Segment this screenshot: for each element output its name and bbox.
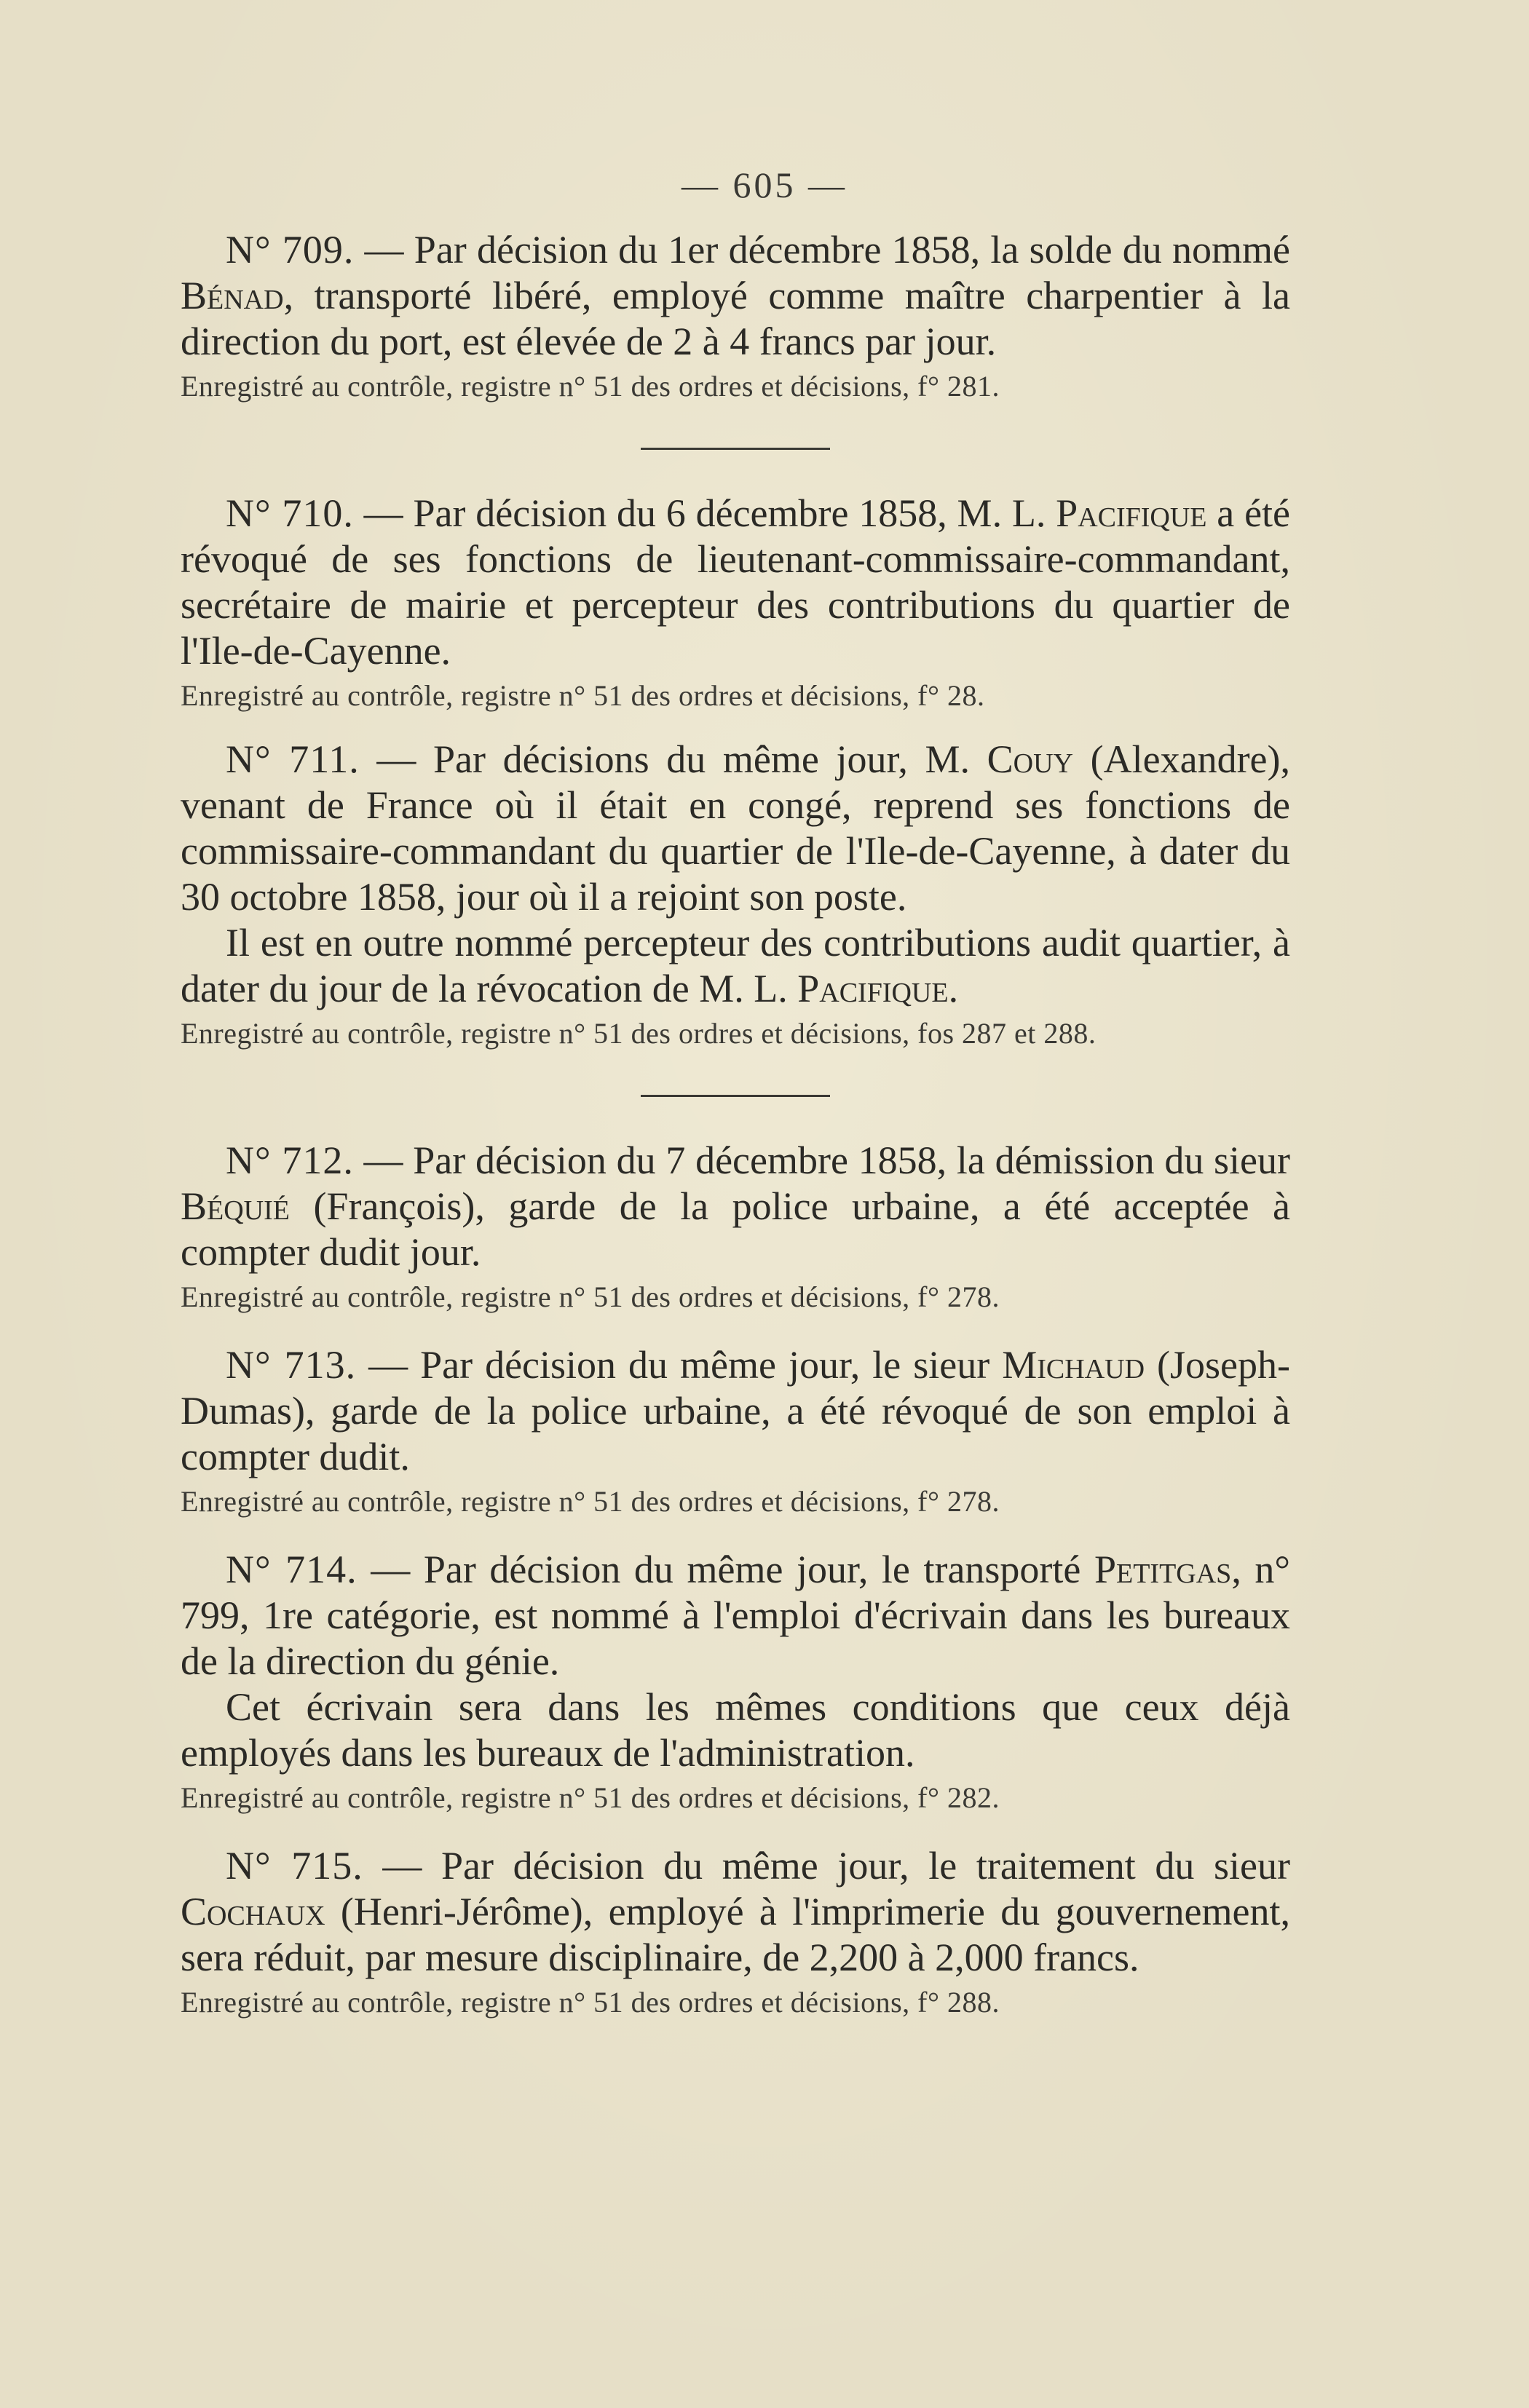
entry-text bbox=[181, 1843, 1290, 1981]
entry-text-part: — Par décision du même jour, le traitement du sieur bbox=[363, 1844, 1290, 1888]
entry-number: N° 714. bbox=[226, 1548, 357, 1591]
person-name: Couy bbox=[987, 737, 1073, 781]
entry-number: N° 710. bbox=[226, 491, 354, 535]
entry-continuation bbox=[181, 1684, 1290, 1776]
register-note: Enregistré au contrôle, registre n° 51 des ordres et décisions, f° 281. bbox=[181, 370, 1000, 403]
entry-text-part: . bbox=[948, 967, 959, 1010]
entry-text bbox=[181, 1547, 1290, 1684]
entry-number: N° 711. bbox=[226, 737, 360, 781]
entry-text-part: Il est en outre nommé percepteur des contributions audit quartier, à dater du jour de la révocation de M. L. bbox=[181, 921, 1290, 1010]
person-name: Béquié bbox=[181, 1184, 290, 1228]
entry-text-part: (Henri-Jérôme), employé à l'imprimerie du gouvernement, sera réduit, par mesure disciplinaire, de 2,200 à 2,000 francs. bbox=[181, 1890, 1290, 1979]
entry-text bbox=[181, 737, 1290, 920]
entry-text-part: (François), garde de la police urbaine, a été acceptée à compter dudit jour. bbox=[181, 1184, 1290, 1274]
entry-text-part: Cet écrivain sera dans les mêmes conditions que ceux déjà employés dans les bureaux de l'administration. bbox=[181, 1685, 1290, 1775]
entry-text-part: — Par décision du même jour, le sieur bbox=[356, 1343, 1003, 1387]
entry-number: N° 713. bbox=[226, 1343, 357, 1387]
entry-continuation bbox=[181, 920, 1290, 1012]
decisions-list bbox=[181, 227, 1290, 2021]
entry-text-part: — Par décision du 7 décembre 1858, la démission du sieur bbox=[353, 1138, 1291, 1182]
entry-number: N° 709. bbox=[226, 228, 355, 272]
person-name: Cochaux bbox=[181, 1890, 325, 1933]
entry-text bbox=[181, 1342, 1290, 1480]
person-name: Bénad bbox=[181, 274, 284, 317]
entry-text bbox=[181, 227, 1290, 365]
entry-text-part: — Par décision du même jour, le transporté bbox=[357, 1548, 1094, 1591]
person-name: Pacifique bbox=[1056, 491, 1207, 535]
person-name: Pacifique bbox=[797, 967, 949, 1010]
person-name: Petitgas bbox=[1094, 1548, 1232, 1591]
register-note: Enregistré au contrôle, registre n° 51 des ordres et décisions, f° 282. bbox=[181, 1781, 1000, 1814]
entry-715 bbox=[181, 1843, 1290, 2021]
entry-number: N° 715. bbox=[226, 1844, 363, 1888]
entry-text bbox=[181, 491, 1290, 674]
register-note: Enregistré au contrôle, registre n° 51 des ordres et décisions, f° 278. bbox=[181, 1280, 1000, 1313]
entry-text-part: , transporté libéré, employé comme maître charpentier à la direction du port, est élevée de 2 à 4 francs par jour. bbox=[181, 274, 1290, 363]
entry-text-part: — Par décision du 6 décembre 1858, M. L. bbox=[353, 491, 1056, 535]
entry-713 bbox=[181, 1342, 1290, 1521]
entry-710 bbox=[181, 491, 1290, 715]
entry-text-part: (Alexandre), venant de France où il était en congé, reprend ses fonctions de commissaire-commandant du quartier de l'Ile-de-Cayenne, à dater du 30 octobre 1858, jour où il a rejoint son poste. bbox=[181, 737, 1290, 919]
page-number: — 605 — bbox=[681, 165, 848, 205]
register-note: Enregistré au contrôle, registre n° 51 des ordres et décisions, f° 278. bbox=[181, 1485, 1000, 1518]
section-divider bbox=[641, 1095, 830, 1097]
entry-text-part: (Joseph-Dumas), garde de la police urbaine, a été révoqué de son emploi à compter dudit. bbox=[181, 1343, 1290, 1478]
entry-text-part: , n° 799, 1re catégorie, est nommé à l'emploi d'écrivain dans les bureaux de la direction du génie. bbox=[181, 1548, 1290, 1683]
register-note: Enregistré au contrôle, registre n° 51 des ordres et décisions, f° 28. bbox=[181, 679, 985, 712]
entry-text-part: a été révoqué de ses fonctions de lieutenant-commissaire-commandant, secrétaire de mairie et percepteur des contributions du quartier de l'Ile-de-Cayenne. bbox=[181, 491, 1291, 673]
entry-712 bbox=[181, 1138, 1290, 1316]
entry-709 bbox=[181, 227, 1290, 405]
entry-711 bbox=[181, 737, 1290, 1053]
entry-text bbox=[181, 1138, 1290, 1275]
entry-text-part: — Par décisions du même jour, M. bbox=[359, 737, 987, 781]
entry-714 bbox=[181, 1547, 1290, 1817]
person-name: Michaud bbox=[1002, 1343, 1145, 1387]
entry-number: N° 712. bbox=[226, 1138, 354, 1182]
register-note: Enregistré au contrôle, registre n° 51 des ordres et décisions, f° 288. bbox=[181, 1986, 1000, 2019]
register-note: Enregistré au contrôle, registre n° 51 des ordres et décisions, fos 287 et 288. bbox=[181, 1017, 1097, 1050]
section-divider bbox=[641, 448, 830, 450]
entry-text-part: — Par décision du 1er décembre 1858, la solde du nommé bbox=[354, 228, 1290, 272]
